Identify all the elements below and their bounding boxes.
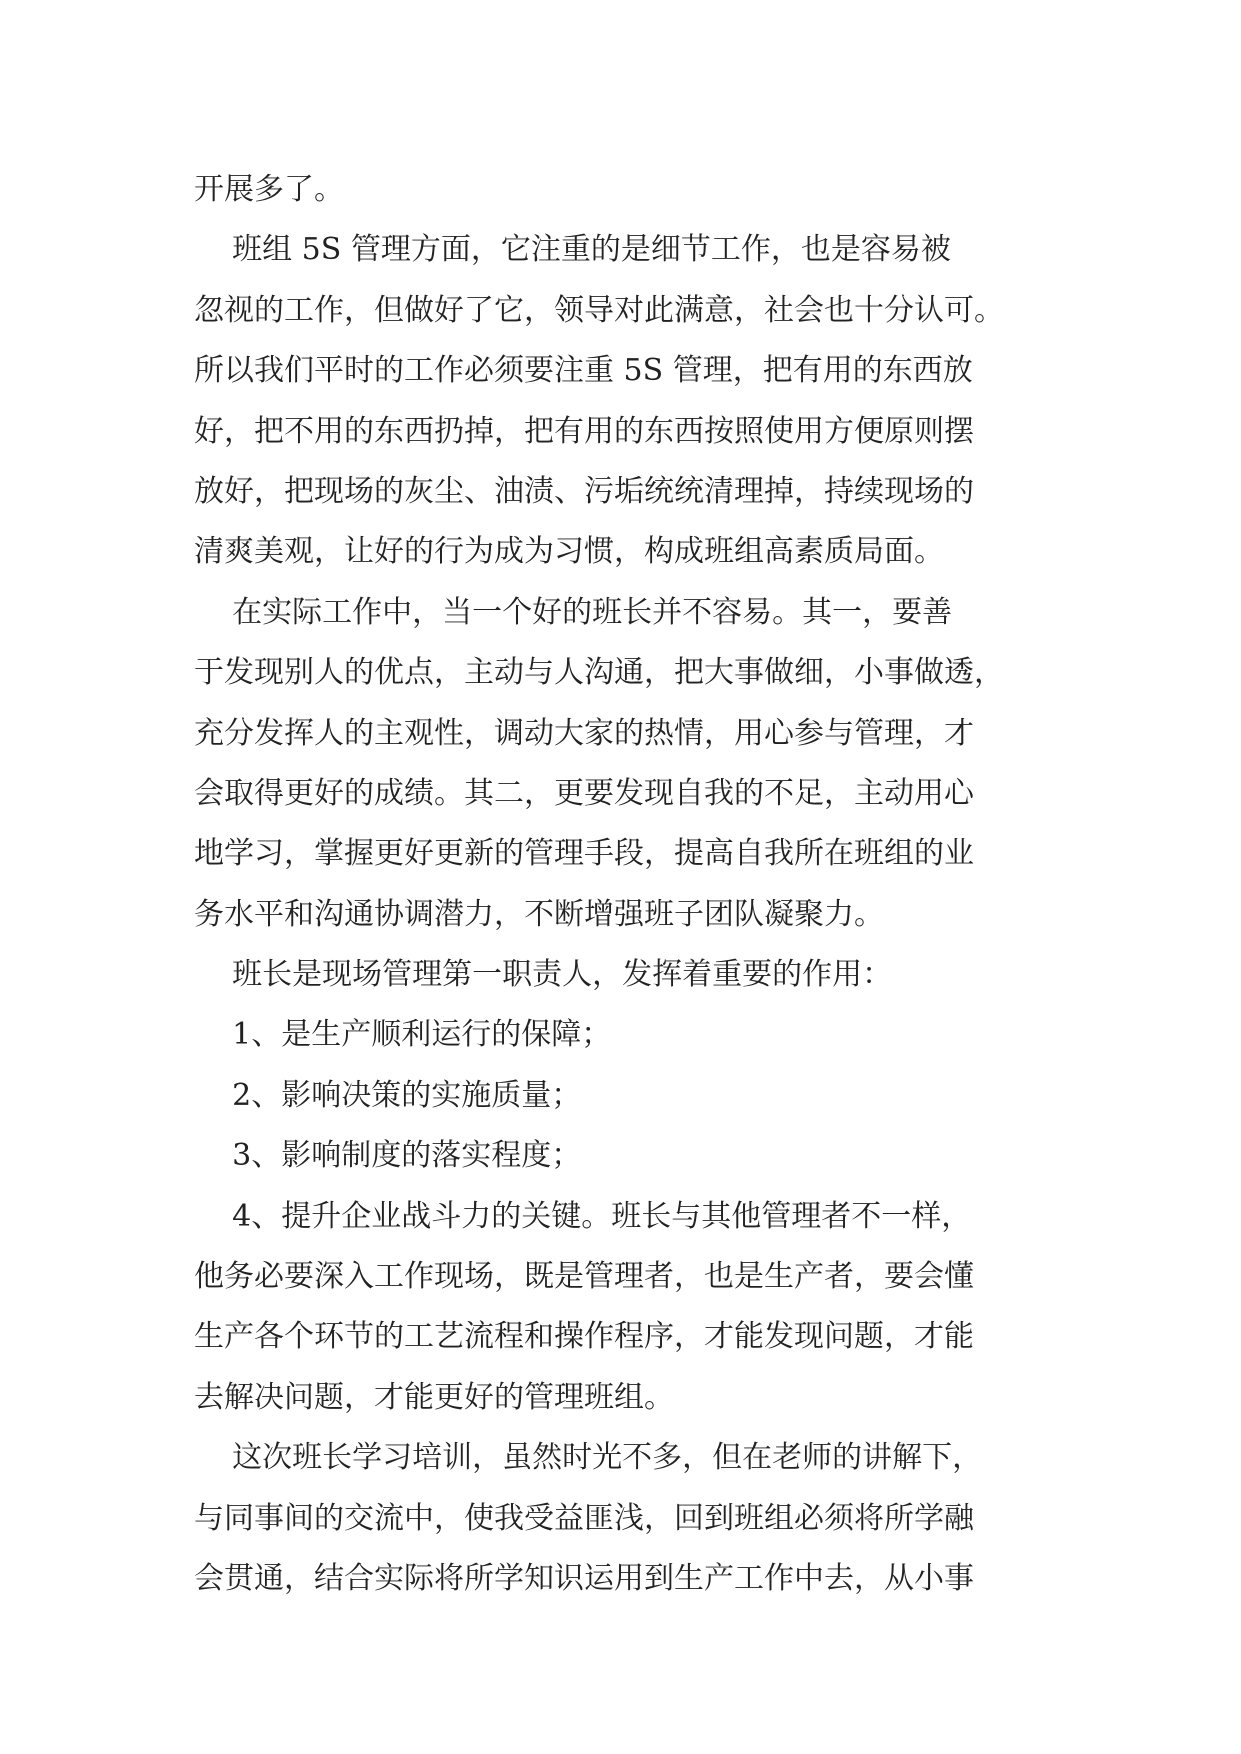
text-line: 3、影响制度的落实程度； bbox=[194, 1138, 582, 1174]
text-line: 务水平和沟通协调潜力，不断增强班子团队凝聚力。 bbox=[194, 896, 884, 932]
text-line: 去解决问题，才能更好的管理班组。 bbox=[194, 1379, 674, 1415]
text-line: 在实际工作中，当一个好的班长并不容易。其一，要善 bbox=[194, 594, 953, 630]
text-line: 放好，把现场的灰尘、油渍、污垢统统清理掉，持续现场的 bbox=[194, 473, 974, 509]
text-line: 地学习，掌握更好更新的管理手段，提高自我所在班组的业 bbox=[194, 836, 974, 872]
text-line: 2、影响决策的实施质量； bbox=[194, 1077, 582, 1113]
text-line: 1、是生产顺利运行的保障； bbox=[194, 1017, 612, 1053]
text-line: 好，把不用的东西扔掉，把有用的东西按照使用方便原则摆 bbox=[194, 413, 974, 449]
text-line: 清爽美观，让好的行为成为习惯，构成班组高素质局面。 bbox=[194, 534, 944, 570]
text-line: 于发现别人的优点，主动与人沟通，把大事做细，小事做透， bbox=[194, 655, 1004, 691]
text-line: 4、提升企业战斗力的关键。班长与其他管理者不一样， bbox=[194, 1198, 972, 1234]
text-line: 这次班长学习培训，虽然时光不多，但在老师的讲解下， bbox=[194, 1440, 983, 1476]
text-line: 忽视的工作，但做好了它，领导对此满意，社会也十分认可。 bbox=[194, 292, 1004, 328]
text-line: 所以我们平时的工作必须要注重 5S 管理，把有用的东西放 bbox=[194, 353, 973, 389]
text-line: 与同事间的交流中，使我受益匪浅，回到班组必须将所学融 bbox=[194, 1500, 974, 1536]
document-body bbox=[194, 160, 1054, 1609]
text-line: 会贯通，结合实际将所学知识运用到生产工作中去，从小事 bbox=[194, 1560, 974, 1596]
text-line: 他务必要深入工作现场，既是管理者，也是生产者，要会懂 bbox=[194, 1259, 974, 1295]
text-line: 会取得更好的成绩。其二，更要发现自我的不足，主动用心 bbox=[194, 775, 974, 811]
text-line: 班长是现场管理第一职责人，发挥着重要的作用： bbox=[194, 957, 893, 993]
text-line: 生产各个环节的工艺流程和操作程序，才能发现问题，才能 bbox=[194, 1319, 974, 1355]
text-line: 充分发挥人的主观性，调动大家的热情，用心参与管理，才 bbox=[194, 715, 974, 751]
text-line: 班组 5S 管理方面，它注重的是细节工作，也是容易被 bbox=[194, 232, 951, 268]
text-line: 开展多了。 bbox=[194, 172, 344, 207]
